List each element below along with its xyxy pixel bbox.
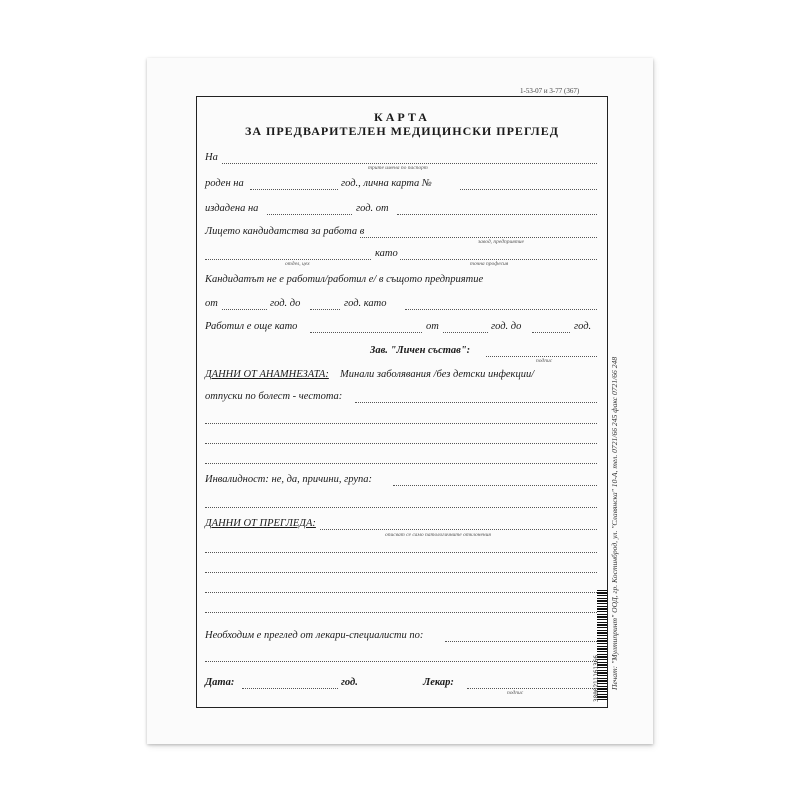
field-exam-findings[interactable] bbox=[320, 529, 597, 530]
exam-line[interactable] bbox=[205, 572, 597, 573]
label-kato: като bbox=[375, 248, 398, 259]
field-id-card[interactable] bbox=[460, 189, 597, 190]
field-issue-date[interactable] bbox=[267, 214, 352, 215]
form-title: КАРТА bbox=[374, 110, 430, 124]
field-department[interactable] bbox=[205, 259, 371, 260]
label-invalidnost: Инвалидност: не, да, причини, група: bbox=[205, 474, 373, 485]
hint-podpis: подпис bbox=[536, 358, 553, 364]
label-roden-na: роден на bbox=[205, 178, 244, 189]
form-subtitle: ЗА ПРЕДВАРИТЕЛЕН МЕДИЦИНСКИ ПРЕГЛЕД bbox=[245, 124, 559, 138]
anamnesis-line[interactable] bbox=[205, 423, 597, 424]
label-liceto: Лицето кандидатства за работа в bbox=[205, 226, 365, 237]
exam-heading: ДАННИ ОТ ПРЕГЛЕДА: bbox=[205, 518, 316, 529]
exam-line[interactable] bbox=[205, 592, 597, 593]
field-specialists[interactable] bbox=[445, 641, 597, 642]
exam-line[interactable] bbox=[205, 612, 597, 613]
form-code: 1-53-07 и 3-77 (367) bbox=[520, 87, 580, 95]
field-worked-as[interactable] bbox=[405, 309, 597, 310]
label-id-card: год., лична карта № bbox=[341, 178, 432, 189]
anamnesis-line[interactable] bbox=[205, 443, 597, 444]
hint-profession: точна професия bbox=[470, 261, 509, 267]
field-doctor-signature[interactable] bbox=[467, 688, 595, 689]
hint-zavod: завод, предприятие bbox=[478, 239, 524, 245]
field-also-worked-as[interactable] bbox=[310, 332, 422, 333]
exam-line[interactable] bbox=[205, 552, 597, 553]
printer-side-text: Печат: "Мултипринт" ООД, гр. Костинброд, ул. "Славянска" 10-А, тел. 0721/66 245 факс 0721/66 248 bbox=[610, 356, 619, 690]
field-also-to[interactable] bbox=[532, 332, 570, 333]
label-god-ot: год. от bbox=[356, 203, 389, 214]
label-lekar: Лекар: bbox=[423, 677, 454, 688]
label-zav-lichen: Зав. "Личен състав": bbox=[370, 345, 471, 356]
barcode-number: 3800211161366 bbox=[593, 655, 600, 702]
field-profession[interactable] bbox=[400, 259, 597, 260]
label-data: Дата: bbox=[205, 677, 235, 688]
label-rabotil: Работил е още като bbox=[205, 321, 298, 332]
label-otpuski: отпуски по болест - честота: bbox=[205, 391, 343, 402]
field-birth-date[interactable] bbox=[250, 189, 338, 190]
hint-exam: описват се само патологичните отклонения bbox=[385, 532, 491, 538]
hint-podpis-footer: подпис bbox=[507, 690, 524, 696]
label-kandidatat: Кандидатът не е работил/работил е/ в същото предприятие bbox=[205, 274, 484, 285]
field-worked-from[interactable] bbox=[222, 309, 267, 310]
field-date[interactable] bbox=[242, 688, 338, 689]
field-disability[interactable] bbox=[393, 485, 597, 486]
label-specialists: Необходим е преглед от лекари-специалисти по: bbox=[205, 630, 424, 641]
label-ot2: от bbox=[426, 321, 439, 332]
label-na: На bbox=[205, 152, 218, 163]
label-god-do2: год. до bbox=[491, 321, 522, 332]
field-hr-signature[interactable] bbox=[486, 356, 597, 357]
hint-names: трите имена по паспорт bbox=[368, 165, 428, 171]
field-workplace[interactable] bbox=[360, 237, 597, 238]
field-sick-leave[interactable] bbox=[355, 402, 597, 403]
label-god-end: год. bbox=[574, 321, 592, 332]
label-izdadena-na: издадена на bbox=[205, 203, 259, 214]
anamnesis-line[interactable] bbox=[205, 463, 597, 464]
field-worked-to[interactable] bbox=[310, 309, 340, 310]
label-ot: от bbox=[205, 298, 218, 309]
field-issued-by[interactable] bbox=[397, 214, 597, 215]
label-god-footer: год. bbox=[341, 677, 358, 688]
label-god-do: год. до bbox=[270, 298, 301, 309]
disability-line[interactable] bbox=[205, 507, 597, 508]
hint-otdel: отдел, цех bbox=[285, 261, 310, 267]
anamnesis-past-diseases: Минали заболявания /без детски инфекции/ bbox=[340, 369, 535, 380]
label-god-kato: год. като bbox=[344, 298, 387, 309]
specialists-line[interactable] bbox=[205, 661, 597, 662]
field-also-from[interactable] bbox=[443, 332, 488, 333]
field-full-name[interactable] bbox=[222, 163, 597, 164]
anamnesis-heading: ДАННИ ОТ АНАМНЕЗАТА: bbox=[205, 369, 329, 380]
